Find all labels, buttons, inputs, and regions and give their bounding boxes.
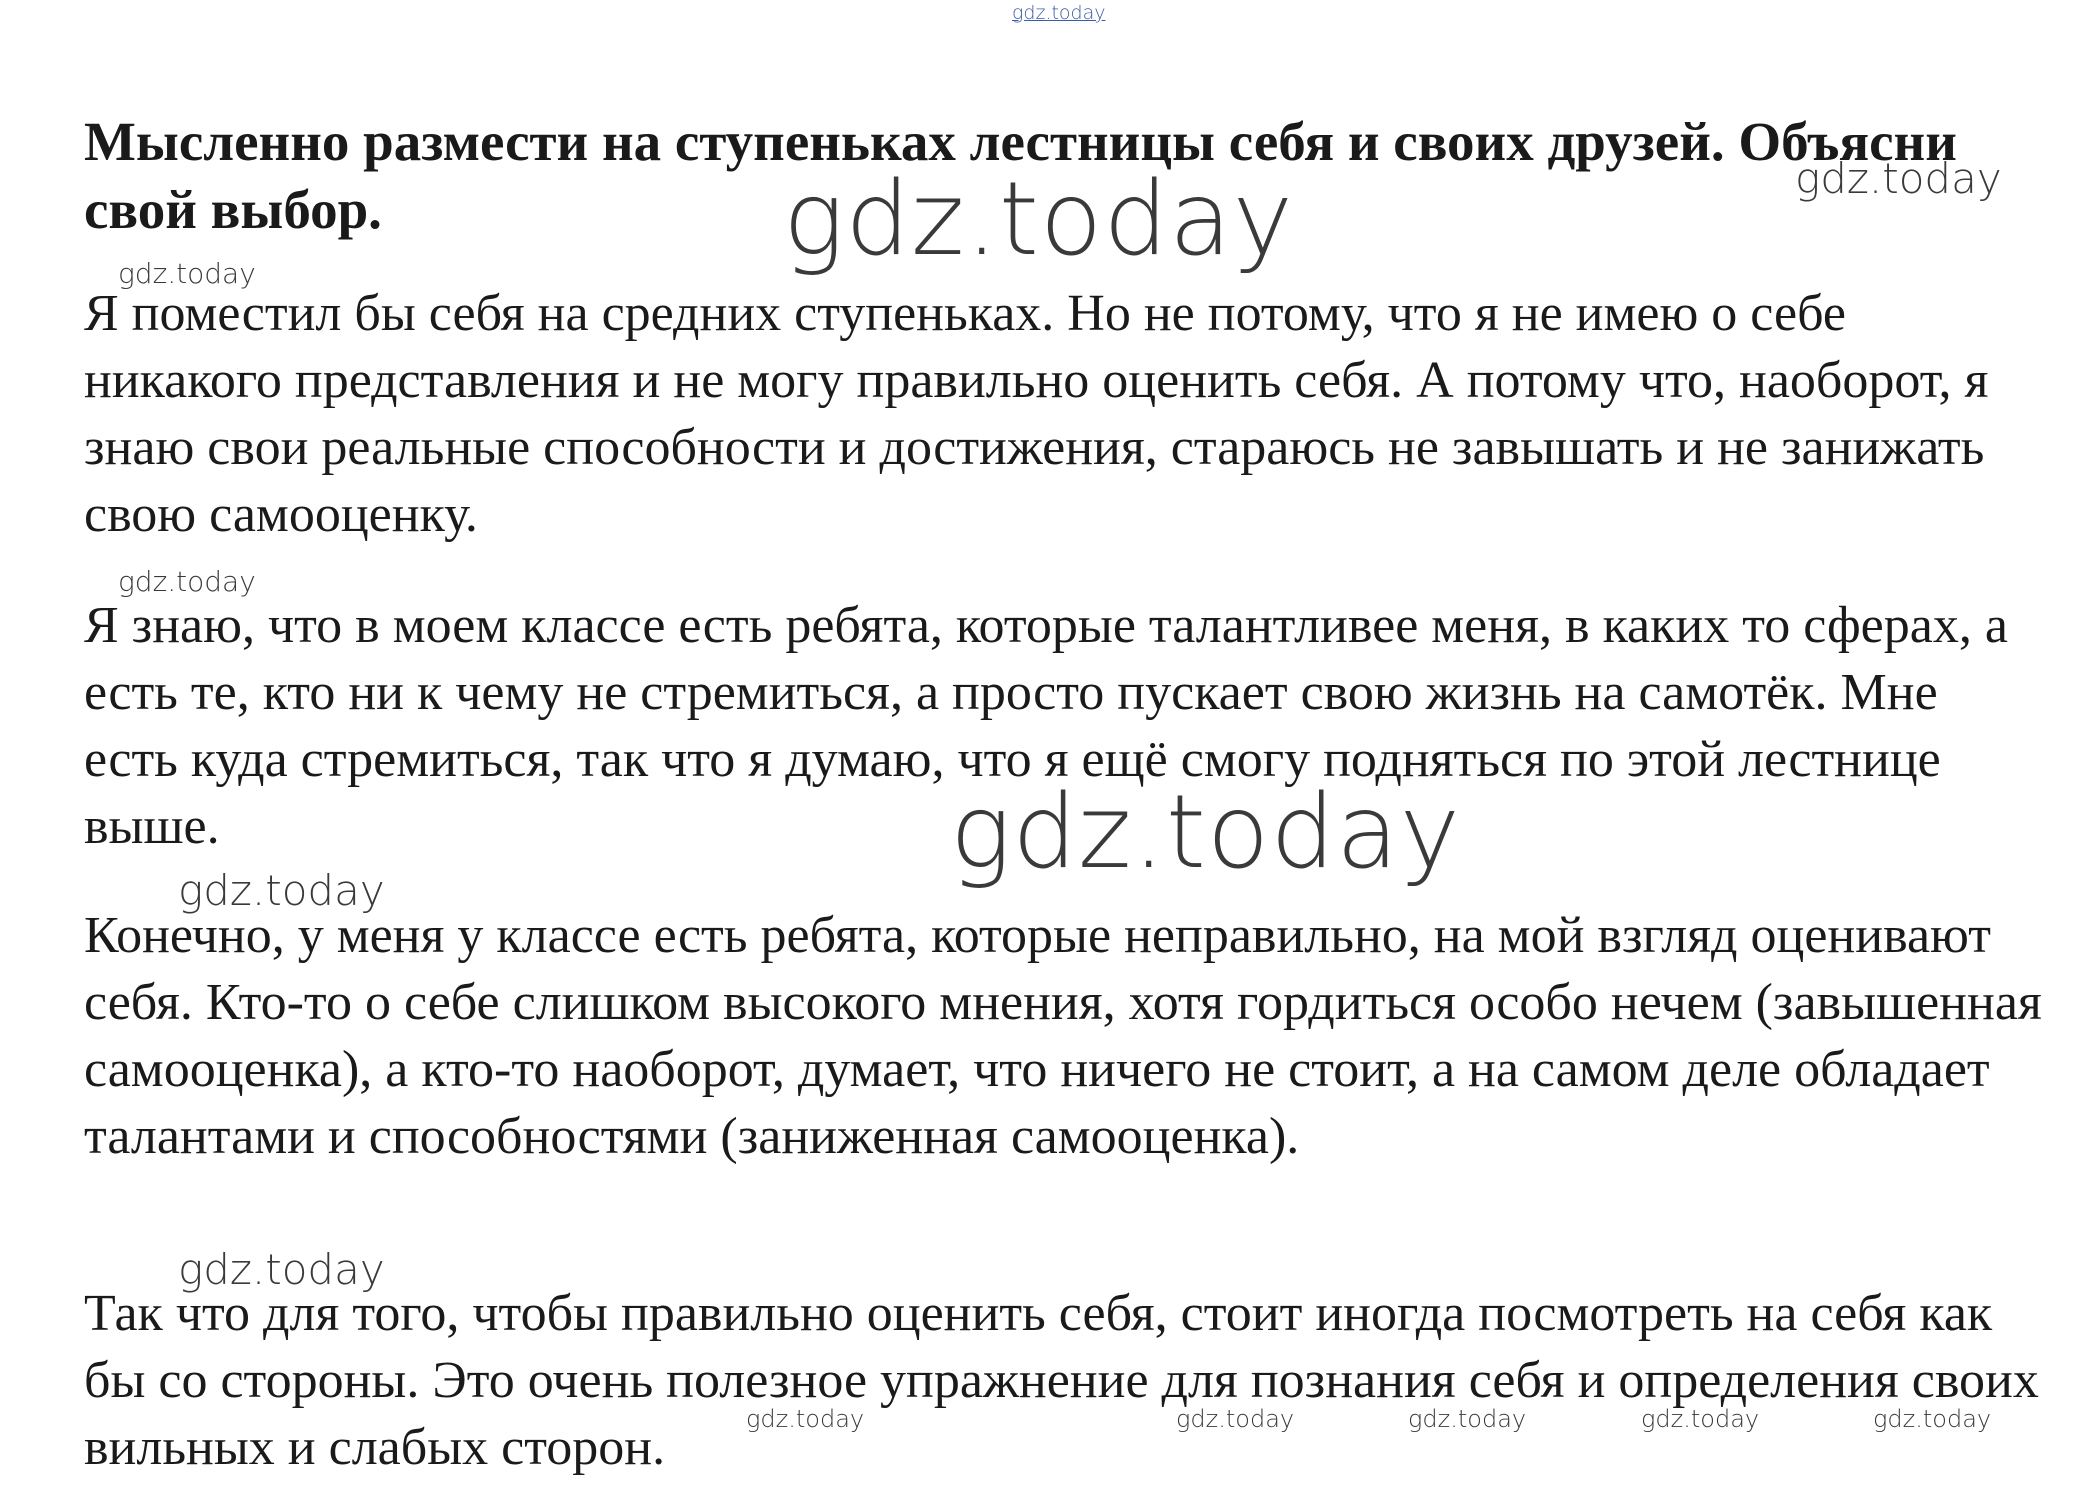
watermark-footer: gdz.today (1176, 1405, 1295, 1433)
watermark-footer: gdz.today (1873, 1405, 1992, 1433)
answer-paragraph-1: Я поместил бы себя на средних ступеньках. Но не потому, что я не имею о себе никакого представления и не могу правильно оценить себя. А потому что, наоборот, я знаю свои реальные способности и достижения, стараюсь не завышать и не занижать свою самооценку. (84, 285, 1989, 543)
watermark-large: gdz.today (783, 160, 1294, 279)
answer-paragraph-3: Конечно, у меня у классе есть ребята, которые неправильно, на мой взгляд оценивают себя. Кто-то о себе слишком высокого мнения, хотя гордиться особо нечем (завышенная самооценка), а кто-то наоборот, думает, что ничего не стоит, а на самом деле обладает талантами и способностями (заниженная самооценка). (84, 907, 2042, 1165)
watermark-medium: gdz.today (178, 1245, 385, 1294)
watermark-footer: gdz.today (1641, 1405, 1760, 1433)
watermark-medium: gdz.today (178, 866, 385, 915)
watermark-small: gdz.today (118, 565, 256, 598)
watermark-small: gdz.today (118, 257, 256, 290)
task-heading: Мысленно размести на ступеньках лестницы себя и своих друзей. Объясни свой выбор. (84, 111, 1957, 240)
watermark-footer: gdz.today (746, 1405, 865, 1433)
answer-paragraph-2: Я знаю, что в моем классе есть ребята, которые талантливее меня, в каких то сферах, а есть те, кто ни к чему не стремиться, а просто пускает свою жизнь на самотёк. Мне есть куда стремиться, так что я думаю, что я ещё смогу подняться по этой лестнице выше. (84, 597, 2008, 855)
watermark-top-link[interactable]: gdz.today (1012, 2, 1106, 24)
answer-paragraph-4: Так что для того, чтобы правильно оценить себя, стоит иногда посмотреть на себя как бы со стороны. Это очень полезное упражнение для познания себя и определения своих вильных и слабых сторон. (84, 1285, 2039, 1476)
watermark-footer: gdz.today (1408, 1405, 1527, 1433)
watermark-large: gdz.today (950, 773, 1461, 892)
watermark-medium: gdz.today (1795, 154, 2002, 203)
